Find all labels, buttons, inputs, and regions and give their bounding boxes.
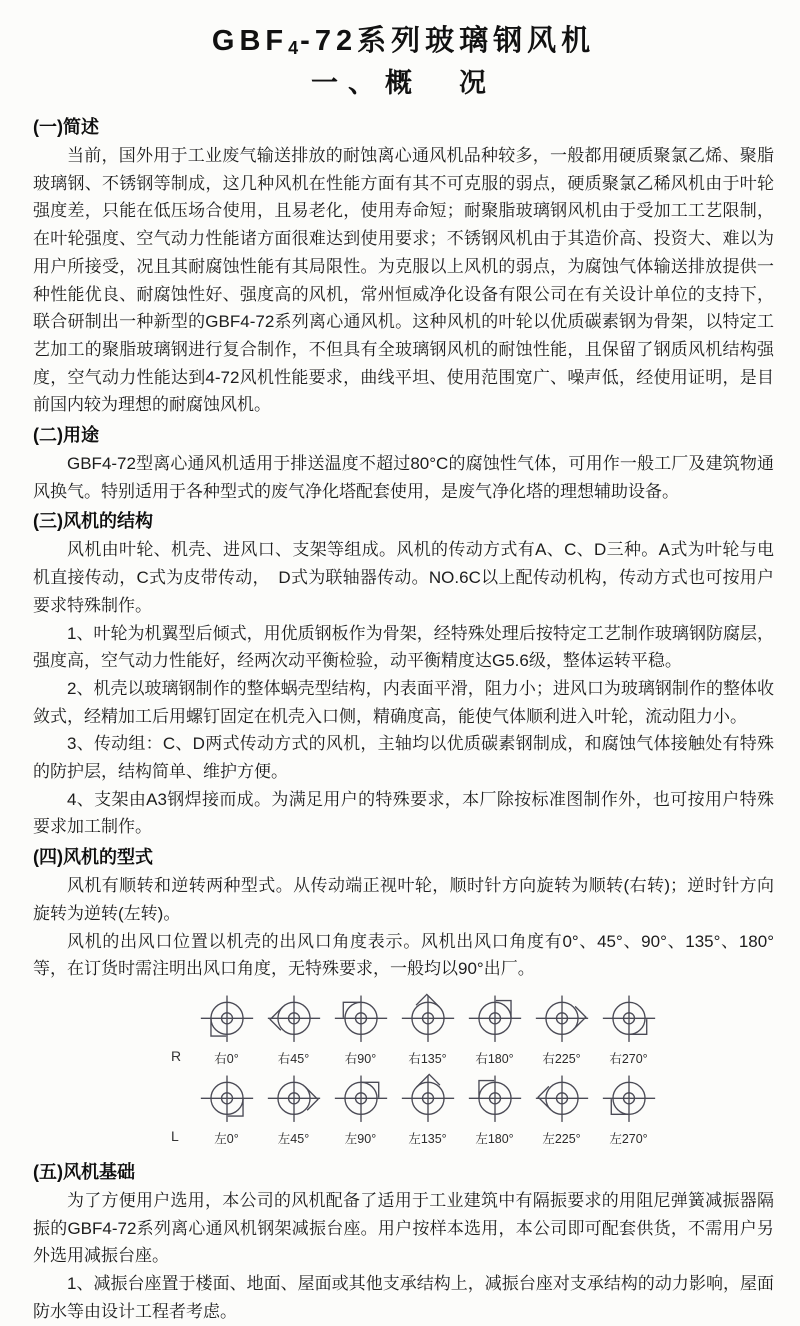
fan-outlet-angle-icon <box>399 1073 457 1127</box>
section <box>33 114 774 419</box>
paragraph: 1、减振台座置于楼面、地面、屋面或其他支承结构上，减振台座对支承结构的动力影响，屋面防水等由设计工程者考虑。 <box>33 1274 774 1321</box>
fan-orientation-label: 右180° <box>475 1051 514 1066</box>
paragraph: 3、传动组：C、D两式传动方式的风机，主轴均以优质碳素钢制成，和腐蚀气体接触处有特殊的防护层，结构简单、维护方便。 <box>33 734 774 782</box>
section-heading: (一)简述 <box>33 117 99 137</box>
title-prefix: GBF <box>211 25 289 57</box>
fan-outlet-angle-icon <box>533 993 591 1047</box>
paragraph: 风机的出风口位置以机壳的出风口角度表示。风机出风口角度有0°、45°、90°、135°、180°等，在订货时需注明出风口角度，无特殊要求，一般均以90°出厂。 <box>33 931 774 979</box>
fan-orientation-label: 左270° <box>609 1131 648 1146</box>
fan-orientation-item <box>595 1073 662 1147</box>
fan-orientation-item <box>193 993 260 1067</box>
paragraph: 4、支架由A3钢焊接而成。为满足用户的特殊要求，本厂除按标准图制作外，也可按用户特殊要求加工制作。 <box>33 789 774 837</box>
fan-orientation-diagram <box>171 993 774 1147</box>
section <box>33 422 774 505</box>
paragraph: 为了方便用户选用，本公司的风机配备了适用于工业建筑中有隔振要求的用阻尼弹簧减振器隔振的GBF4-72系列离心通风机钢架减振台座。用户按样本选用，本公司即可配套供货，不需用户另外选用减振台座。 <box>33 1190 774 1266</box>
fan-orientation-label: 左180° <box>475 1131 514 1146</box>
sections-container <box>33 114 774 1326</box>
title-rest: -72系列玻璃钢风机 <box>300 25 596 57</box>
fan-orientation-item <box>327 1073 394 1147</box>
fan-orientation-label: 右45° <box>277 1051 310 1066</box>
fan-outlet-angle-icon <box>332 993 390 1047</box>
section-heading: (二)用途 <box>33 425 99 446</box>
fan-outlet-angle-icon <box>198 993 256 1047</box>
fan-orientation-label: 左90° <box>344 1131 377 1146</box>
page-subtitle: 一、概 况 <box>311 68 496 98</box>
rotation-side-label: L <box>171 1127 179 1144</box>
fan-orientation-row <box>171 993 774 1067</box>
fan-outlet-angle-icon <box>198 1073 256 1127</box>
fan-outlet-angle-icon <box>600 1073 658 1127</box>
fan-outlet-angle-icon <box>533 1073 591 1127</box>
fan-orientation-label: 右135° <box>408 1051 447 1066</box>
fan-orientation-item <box>260 993 327 1067</box>
fan-outlet-angle-icon <box>466 993 524 1047</box>
rotation-side-label: R <box>171 1047 182 1064</box>
fan-orientation-item <box>394 993 461 1067</box>
fan-outlet-angle-icon <box>466 1073 524 1127</box>
fan-outlet-angle-icon <box>399 993 457 1047</box>
section-heading: (三)风机的结构 <box>33 511 153 532</box>
paragraph: 风机有顺转和逆转两种型式。从传动端正视叶轮，顺时针方向旋转为顺转(右转)；逆时针方向旋转为逆转(左转)。 <box>33 876 774 923</box>
fan-orientation-item <box>461 993 528 1067</box>
fan-orientation-item <box>461 1073 528 1147</box>
fan-orientation-item <box>193 1073 260 1147</box>
section <box>33 1159 774 1326</box>
paragraph: 2、机壳以玻璃钢制作的整体蜗壳型结构，内表面平滑，阻力小；进风口为玻璃钢制作的整体收敛式，经精加工后用螺钉固定在机壳入口侧，精确度高，能使气体顺利进入叶轮，流动阻力小。 <box>33 678 774 726</box>
paragraph: 风机由叶轮、机壳、进风口、支架等组成。风机的传动方式有A、C、D三种。A式为叶轮与电机直接传动，C式为皮带传动， D式为联轴器传动。NO.6C以上配传动机构，传动方式也可按用户要求特殊制作。 <box>33 540 774 615</box>
fan-outlet-angle-icon <box>265 1073 323 1127</box>
section-heading: (五)风机基础 <box>33 1161 135 1182</box>
page-title <box>33 18 774 59</box>
paragraph: GBF4-72型离心通风机适用于排送温度不超过80°C的腐蚀性气体，可用作一般工厂及建筑物通风换气。特别适用于各种型式的废气净化塔配套使用，是废气净化塔的理想辅助设备。 <box>33 454 774 501</box>
fan-orientation-item <box>528 993 595 1067</box>
fan-orientation-item <box>528 1073 595 1147</box>
section <box>33 508 774 841</box>
fan-outlet-angle-icon <box>600 993 658 1047</box>
fan-orientation-row <box>171 1073 774 1147</box>
fan-orientation-label: 左45° <box>277 1131 310 1146</box>
fan-orientation-label: 左225° <box>542 1131 581 1146</box>
title-subscript: 4 <box>288 38 301 58</box>
fan-orientation-item <box>394 1073 461 1147</box>
fan-outlet-angle-icon <box>332 1073 390 1127</box>
fan-orientation-label: 左0° <box>214 1131 239 1146</box>
fan-outlet-angle-icon <box>265 993 323 1047</box>
paragraph: 当前，国外用于工业废气输送排放的耐蚀离心通风机品种较多，一般都用硬质聚氯乙烯、聚脂玻璃钢、不锈钢等制成，这几种风机在性能方面有其不可克服的弱点，硬质聚氯乙稀风机由于叶轮强度差，只能在低压场合使用，且易老化，使用寿命短；耐聚脂玻璃钢风机由于受加工工艺限制，在叶轮强度、空气动力性能诸方面很难达到使用要求；不锈钢风机由于其造价高、投资大、难以为用户所接受，况且其耐腐蚀性能有其局限性。为克服以上风机的弱点，为腐蚀气体输送排放提供一种性能优良、耐腐蚀性好、强度高的风机，常州恒威净化设备有限公司在有关设计单位的支持下，联合研制出一种新型的GBF4-72系列离心通风机。这种风机的叶轮以优质碳素钢为骨架，以特定工艺加工的聚脂玻璃钢进行复合制作，不但具有全玻璃钢风机的耐蚀性能，且保留了钢质风机结构强度，空气动力性能达到4-72风机性能要求，曲线平坦、使用范围宽广、噪声低，经使用证明，是目前国内较为理想的耐腐蚀风机。 <box>33 146 774 415</box>
section <box>33 844 774 1147</box>
fan-orientation-item <box>260 1073 327 1147</box>
fan-orientation-item <box>327 993 394 1067</box>
paragraph: 1、叶轮为机翼型后倾式，用优质钢板作为骨架，经特殊处理后按特定工艺制作玻璃钢防腐层，强度高，空气动力性能好，经两次动平衡检验，动平衡精度达G5.6级，整体运转平稳。 <box>33 623 774 671</box>
fan-orientation-label: 右225° <box>542 1051 581 1066</box>
fan-orientation-label: 右90° <box>344 1051 377 1066</box>
fan-orientation-label: 左135° <box>408 1131 447 1146</box>
section-heading: (四)风机的型式 <box>33 847 153 868</box>
fan-orientation-item <box>595 993 662 1067</box>
fan-orientation-label: 右270° <box>609 1051 648 1066</box>
fan-orientation-label: 右0° <box>214 1051 239 1066</box>
